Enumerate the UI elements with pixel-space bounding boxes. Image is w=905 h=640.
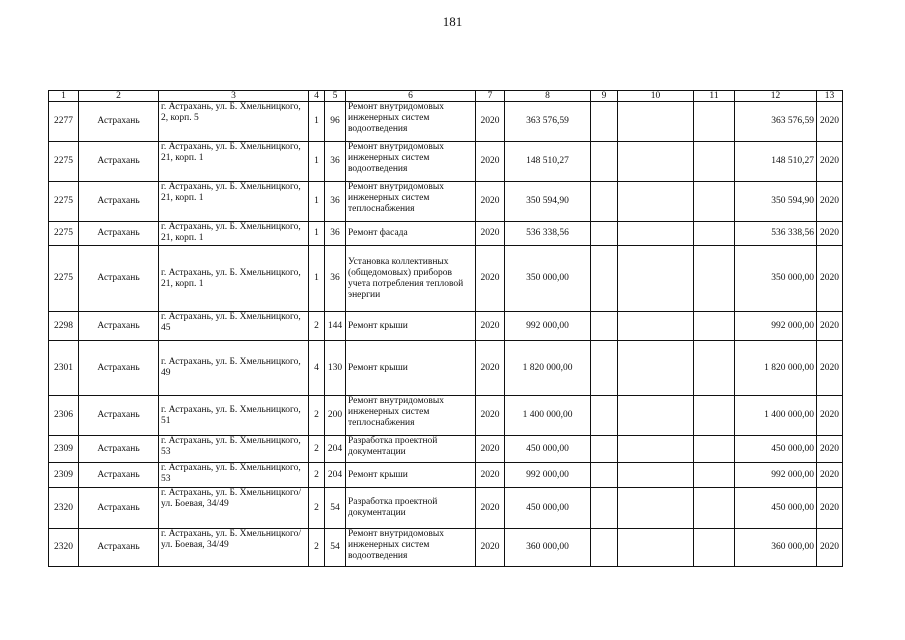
table-row bbox=[49, 246, 843, 312]
table-row bbox=[49, 396, 843, 436]
fund-cost: 992 000,00 bbox=[735, 312, 817, 341]
cell-col9 bbox=[591, 246, 618, 312]
total-cost: 1 400 000,00 bbox=[505, 396, 591, 436]
record-number: 2306 bbox=[49, 396, 79, 436]
table-row bbox=[49, 182, 843, 222]
column-header: 9 bbox=[591, 91, 618, 102]
column-header: 3 bbox=[159, 91, 309, 102]
cell-col4: 2 bbox=[309, 436, 325, 463]
work-type: Ремонт крыши bbox=[346, 312, 476, 341]
address: г. Астрахань, ул. Б. Хмельницкого, 21, корп. 1 bbox=[159, 246, 309, 312]
municipality: Астрахань bbox=[79, 312, 159, 341]
year: 2020 bbox=[476, 246, 505, 312]
cell-col5: 36 bbox=[325, 246, 346, 312]
completion-year: 2020 bbox=[817, 182, 843, 222]
total-cost: 536 338,56 bbox=[505, 222, 591, 246]
address: г. Астрахань, ул. Б. Хмельницкого, 45 bbox=[159, 312, 309, 341]
total-cost: 992 000,00 bbox=[505, 463, 591, 488]
column-header: 10 bbox=[618, 91, 694, 102]
fund-cost: 360 000,00 bbox=[735, 529, 817, 567]
fund-cost: 450 000,00 bbox=[735, 436, 817, 463]
total-cost: 1 820 000,00 bbox=[505, 341, 591, 396]
cell-col4: 2 bbox=[309, 488, 325, 529]
year: 2020 bbox=[476, 341, 505, 396]
completion-year: 2020 bbox=[817, 102, 843, 142]
record-number: 2275 bbox=[49, 142, 79, 182]
cell-col11 bbox=[694, 222, 735, 246]
completion-year: 2020 bbox=[817, 222, 843, 246]
cell-col10 bbox=[618, 488, 694, 529]
table-row bbox=[49, 102, 843, 142]
cell-col11 bbox=[694, 463, 735, 488]
table-row bbox=[49, 463, 843, 488]
completion-year: 2020 bbox=[817, 396, 843, 436]
cell-col4: 1 bbox=[309, 182, 325, 222]
work-type: Разработка проектной документации bbox=[346, 488, 476, 529]
cell-col4: 2 bbox=[309, 529, 325, 567]
cell-col4: 2 bbox=[309, 463, 325, 488]
cell-col9 bbox=[591, 222, 618, 246]
fund-cost: 1 400 000,00 bbox=[735, 396, 817, 436]
cell-col5: 200 bbox=[325, 396, 346, 436]
record-number: 2298 bbox=[49, 312, 79, 341]
municipality: Астрахань bbox=[79, 102, 159, 142]
year: 2020 bbox=[476, 436, 505, 463]
cell-col5: 96 bbox=[325, 102, 346, 142]
record-number: 2320 bbox=[49, 488, 79, 529]
cell-col10 bbox=[618, 341, 694, 396]
column-header: 11 bbox=[694, 91, 735, 102]
table-row bbox=[49, 341, 843, 396]
work-type: Установка коллективных (общедомовых) приборов учета потребления тепловой энергии bbox=[346, 246, 476, 312]
cell-col10 bbox=[618, 182, 694, 222]
table-row bbox=[49, 436, 843, 463]
cell-col11 bbox=[694, 142, 735, 182]
total-cost: 148 510,27 bbox=[505, 142, 591, 182]
cell-col4: 1 bbox=[309, 222, 325, 246]
municipality: Астрахань bbox=[79, 182, 159, 222]
address: г. Астрахань, ул. Б. Хмельницкого, 21, корп. 1 bbox=[159, 142, 309, 182]
work-type: Ремонт внутридомовых инженерных систем водоотведения bbox=[346, 102, 476, 142]
work-type: Ремонт фасада bbox=[346, 222, 476, 246]
total-cost: 363 576,59 bbox=[505, 102, 591, 142]
record-number: 2301 bbox=[49, 341, 79, 396]
column-header: 13 bbox=[817, 91, 843, 102]
cell-col10 bbox=[618, 142, 694, 182]
total-cost: 450 000,00 bbox=[505, 488, 591, 529]
cell-col10 bbox=[618, 396, 694, 436]
cell-col5: 54 bbox=[325, 529, 346, 567]
column-header: 2 bbox=[79, 91, 159, 102]
municipality: Астрахань bbox=[79, 341, 159, 396]
cell-col4: 1 bbox=[309, 246, 325, 312]
column-header: 12 bbox=[735, 91, 817, 102]
address: г. Астрахань, ул. Б. Хмельницкого/ ул. Боевая, 34/49 bbox=[159, 529, 309, 567]
year: 2020 bbox=[476, 102, 505, 142]
cell-col11 bbox=[694, 436, 735, 463]
cell-col11 bbox=[694, 312, 735, 341]
cell-col9 bbox=[591, 396, 618, 436]
total-cost: 350 000,00 bbox=[505, 246, 591, 312]
cell-col11 bbox=[694, 341, 735, 396]
year: 2020 bbox=[476, 222, 505, 246]
table-row bbox=[49, 142, 843, 182]
column-header: 7 bbox=[476, 91, 505, 102]
column-number-row bbox=[49, 91, 843, 102]
cell-col11 bbox=[694, 488, 735, 529]
completion-year: 2020 bbox=[817, 488, 843, 529]
page-number: 181 bbox=[442, 14, 463, 29]
cell-col10 bbox=[618, 529, 694, 567]
work-type: Ремонт внутридомовых инженерных систем водоотведения bbox=[346, 529, 476, 567]
column-header: 5 bbox=[325, 91, 346, 102]
cell-col4: 1 bbox=[309, 142, 325, 182]
municipality: Астрахань bbox=[79, 246, 159, 312]
total-cost: 360 000,00 bbox=[505, 529, 591, 567]
year: 2020 bbox=[476, 312, 505, 341]
cell-col11 bbox=[694, 182, 735, 222]
year: 2020 bbox=[476, 182, 505, 222]
table-row bbox=[49, 529, 843, 567]
year: 2020 bbox=[476, 529, 505, 567]
address: г. Астрахань, ул. Б. Хмельницкого, 49 bbox=[159, 341, 309, 396]
cell-col9 bbox=[591, 182, 618, 222]
cell-col4: 1 bbox=[309, 102, 325, 142]
record-number: 2275 bbox=[49, 222, 79, 246]
cell-col11 bbox=[694, 102, 735, 142]
completion-year: 2020 bbox=[817, 436, 843, 463]
cell-col5: 36 bbox=[325, 142, 346, 182]
address: г. Астрахань, ул. Б. Хмельницкого, 2, корп. 5 bbox=[159, 102, 309, 142]
municipality: Астрахань bbox=[79, 222, 159, 246]
year: 2020 bbox=[476, 142, 505, 182]
work-type: Ремонт внутридомовых инженерных систем теплоснабжения bbox=[346, 396, 476, 436]
work-type: Ремонт внутридомовых инженерных систем теплоснабжения bbox=[346, 182, 476, 222]
completion-year: 2020 bbox=[817, 246, 843, 312]
address: г. Астрахань, ул. Б. Хмельницкого, 21, корп. 1 bbox=[159, 222, 309, 246]
cell-col9 bbox=[591, 488, 618, 529]
cell-col4: 2 bbox=[309, 396, 325, 436]
column-header: 4 bbox=[309, 91, 325, 102]
address: г. Астрахань, ул. Б. Хмельницкого, 51 bbox=[159, 396, 309, 436]
municipality: Астрахань bbox=[79, 142, 159, 182]
cell-col10 bbox=[618, 312, 694, 341]
cell-col9 bbox=[591, 142, 618, 182]
cell-col5: 204 bbox=[325, 463, 346, 488]
year: 2020 bbox=[476, 488, 505, 529]
completion-year: 2020 bbox=[817, 142, 843, 182]
cell-col5: 204 bbox=[325, 436, 346, 463]
total-cost: 992 000,00 bbox=[505, 312, 591, 341]
column-header: 1 bbox=[49, 91, 79, 102]
work-type: Ремонт внутридомовых инженерных систем водоотведения bbox=[346, 142, 476, 182]
completion-year: 2020 bbox=[817, 463, 843, 488]
total-cost: 350 594,90 bbox=[505, 182, 591, 222]
cell-col4: 4 bbox=[309, 341, 325, 396]
record-number: 2320 bbox=[49, 529, 79, 567]
cell-col10 bbox=[618, 246, 694, 312]
column-header: 6 bbox=[346, 91, 476, 102]
municipality: Астрахань bbox=[79, 488, 159, 529]
year: 2020 bbox=[476, 463, 505, 488]
fund-cost: 1 820 000,00 bbox=[735, 341, 817, 396]
cell-col10 bbox=[618, 436, 694, 463]
cell-col5: 36 bbox=[325, 222, 346, 246]
cell-col9 bbox=[591, 341, 618, 396]
record-number: 2309 bbox=[49, 463, 79, 488]
cell-col5: 36 bbox=[325, 182, 346, 222]
cell-col9 bbox=[591, 102, 618, 142]
record-number: 2275 bbox=[49, 182, 79, 222]
fund-cost: 148 510,27 bbox=[735, 142, 817, 182]
address: г. Астрахань, ул. Б. Хмельницкого, 21, корп. 1 bbox=[159, 182, 309, 222]
table-row bbox=[49, 312, 843, 341]
cell-col11 bbox=[694, 246, 735, 312]
cell-col11 bbox=[694, 396, 735, 436]
work-type: Ремонт крыши bbox=[346, 463, 476, 488]
table-row bbox=[49, 222, 843, 246]
address: г. Астрахань, ул. Б. Хмельницкого, 53 bbox=[159, 463, 309, 488]
fund-cost: 350 594,90 bbox=[735, 182, 817, 222]
fund-cost: 992 000,00 bbox=[735, 463, 817, 488]
cell-col11 bbox=[694, 529, 735, 567]
cell-col4: 2 bbox=[309, 312, 325, 341]
column-header: 8 bbox=[505, 91, 591, 102]
address: г. Астрахань, ул. Б. Хмельницкого, 53 bbox=[159, 436, 309, 463]
fund-cost: 536 338,56 bbox=[735, 222, 817, 246]
record-number: 2309 bbox=[49, 436, 79, 463]
cell-col9 bbox=[591, 312, 618, 341]
work-type: Ремонт крыши bbox=[346, 341, 476, 396]
cell-col9 bbox=[591, 529, 618, 567]
work-type: Разработка проектной документации bbox=[346, 436, 476, 463]
cell-col9 bbox=[591, 463, 618, 488]
cell-col5: 144 bbox=[325, 312, 346, 341]
table-row bbox=[49, 488, 843, 529]
record-number: 2275 bbox=[49, 246, 79, 312]
repair-program-table bbox=[48, 90, 843, 567]
municipality: Астрахань bbox=[79, 529, 159, 567]
total-cost: 450 000,00 bbox=[505, 436, 591, 463]
municipality: Астрахань bbox=[79, 463, 159, 488]
fund-cost: 350 000,00 bbox=[735, 246, 817, 312]
cell-col5: 54 bbox=[325, 488, 346, 529]
cell-col5: 130 bbox=[325, 341, 346, 396]
cell-col10 bbox=[618, 222, 694, 246]
cell-col10 bbox=[618, 102, 694, 142]
completion-year: 2020 bbox=[817, 312, 843, 341]
year: 2020 bbox=[476, 396, 505, 436]
address: г. Астрахань, ул. Б. Хмельницкого/ ул. Боевая, 34/49 bbox=[159, 488, 309, 529]
record-number: 2277 bbox=[49, 102, 79, 142]
fund-cost: 363 576,59 bbox=[735, 102, 817, 142]
fund-cost: 450 000,00 bbox=[735, 488, 817, 529]
municipality: Астрахань bbox=[79, 396, 159, 436]
municipality: Астрахань bbox=[79, 436, 159, 463]
cell-col10 bbox=[618, 463, 694, 488]
completion-year: 2020 bbox=[817, 341, 843, 396]
cell-col9 bbox=[591, 436, 618, 463]
completion-year: 2020 bbox=[817, 529, 843, 567]
